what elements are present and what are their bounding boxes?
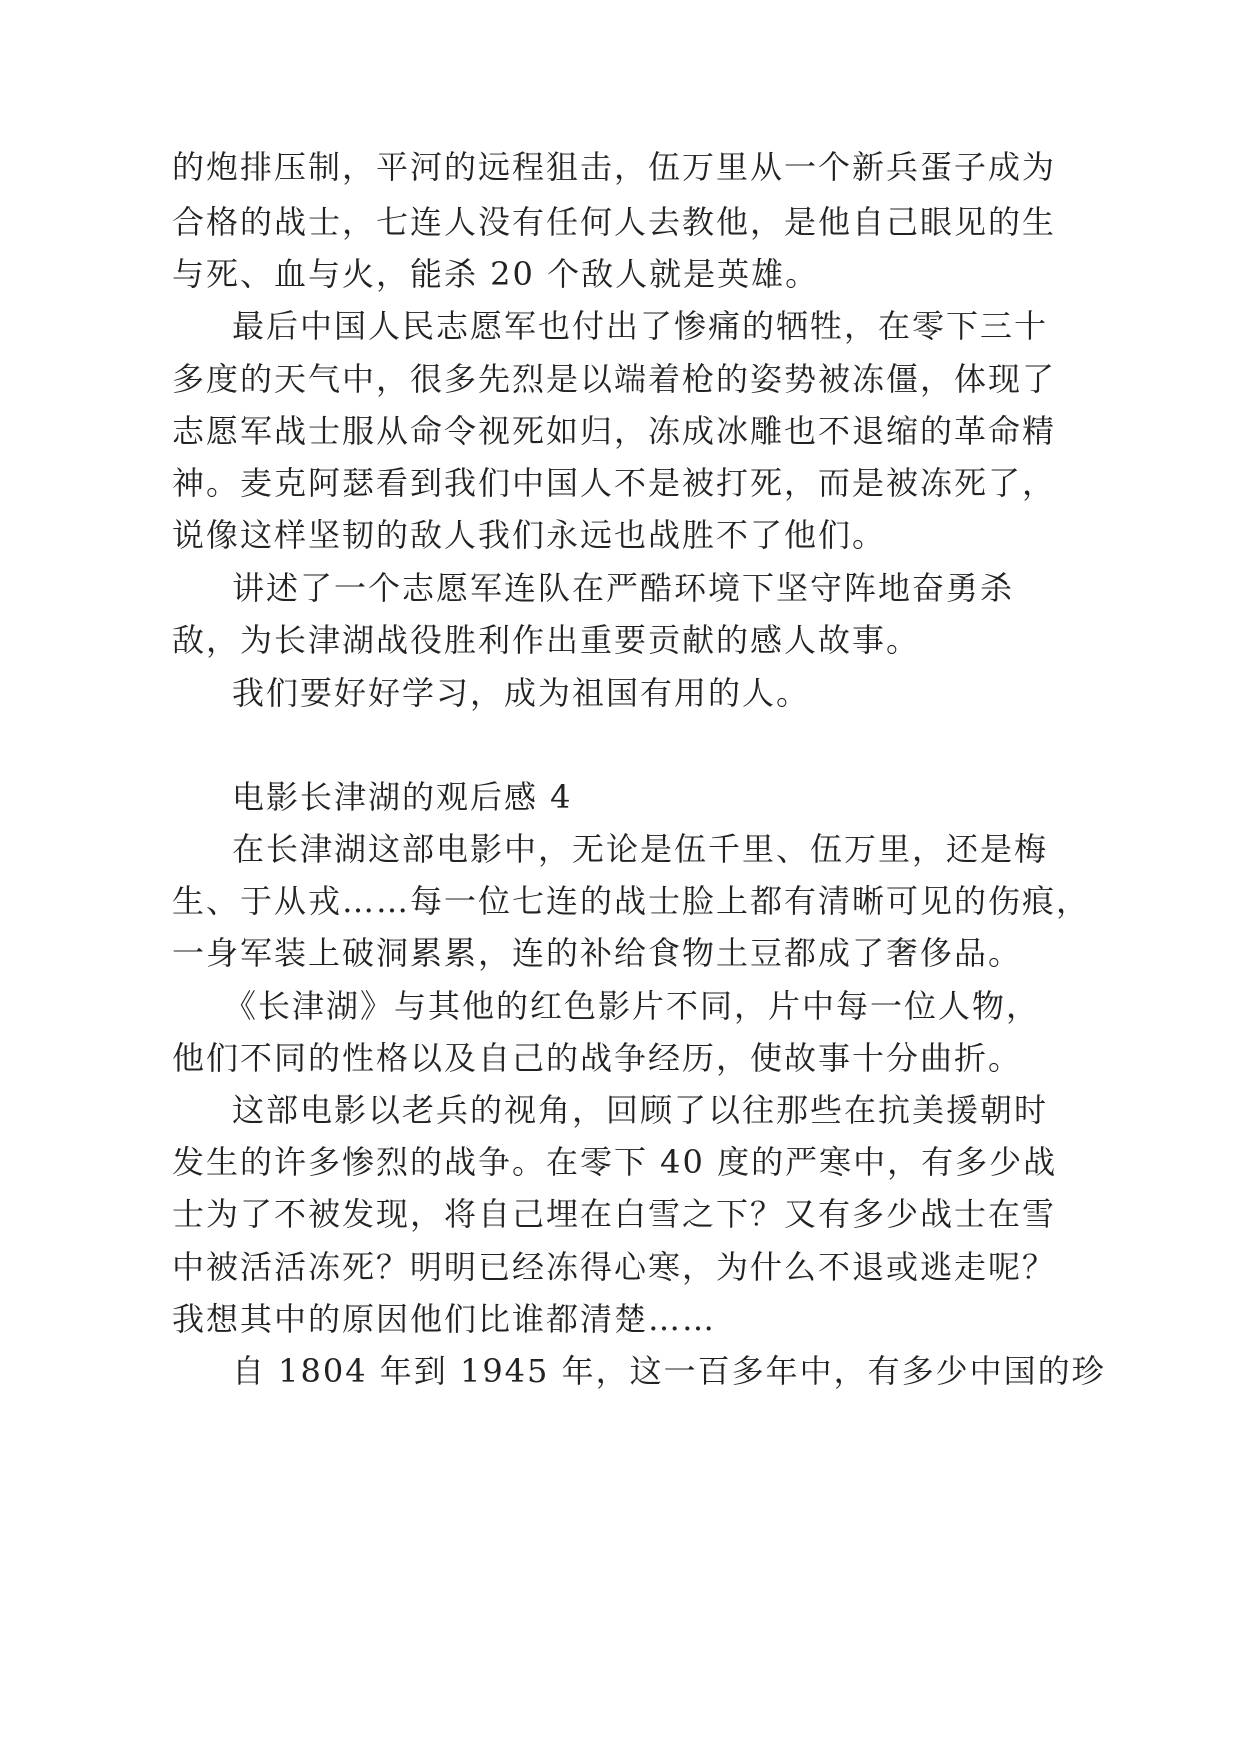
- text-line: 敌，为长津湖战役胜利作出重要贡献的感人故事。: [172, 621, 921, 659]
- text-line: 《长津湖》与其他的红色影片不同，片中每一位人物，: [224, 987, 1041, 1025]
- text-line: 的炮排压制，平河的远程狙击，伍万里从一个新兵蛋子成为: [172, 148, 1057, 186]
- text-line: 这部电影以老兵的视角，回顾了以往那些在抗美援朝时: [232, 1091, 1049, 1129]
- text-line: 我们要好好学习，成为祖国有用的人。: [232, 674, 811, 712]
- text-line: 讲述了一个志愿军连队在严酷环境下坚守阵地奋勇杀: [232, 569, 1015, 607]
- text-line: 发生的许多惨烈的战争。在零下 40 度的严寒中，有多少战: [172, 1143, 1058, 1181]
- text-line: 多度的天气中，很多先烈是以端着枪的姿势被冻僵，体现了: [172, 360, 1057, 398]
- text-line: 士为了不被发现，将自己埋在白雪之下？又有多少战士在雪: [172, 1195, 1057, 1233]
- text-line: 合格的战士，七连人没有任何人去教他，是他自己眼见的生: [172, 203, 1057, 241]
- text-line: 说像这样坚韧的敌人我们永远也战胜不了他们。: [172, 516, 887, 554]
- text-line: 神。麦克阿瑟看到我们中国人不是被打死，而是被冻死了，: [172, 464, 1057, 502]
- text-line: 中被活活冻死？明明已经冻得心寒，为什么不退或逃走呢？: [172, 1248, 1057, 1286]
- text-line: 志愿军战士服从命令视死如归，冻成冰雕也不退缩的革命精: [172, 412, 1057, 450]
- text-line: 一身军装上破洞累累，连的补给食物土豆都成了奢侈品。: [172, 934, 1023, 972]
- text-line: 最后中国人民志愿军也付出了惨痛的牺牲，在零下三十: [232, 307, 1049, 345]
- text-line: 在长津湖这部电影中，无论是伍千里、伍万里，还是梅: [232, 830, 1049, 868]
- section-heading: 电影长津湖的观后感 4: [232, 778, 573, 816]
- text-line: 我想其中的原因他们比谁都清楚……: [172, 1300, 717, 1338]
- text-line: 他们不同的性格以及自己的战争经历，使故事十分曲折。: [172, 1039, 1023, 1077]
- text-line: 生、于从戎……每一位七连的战士脸上都有清晰可见的伤痕，: [172, 882, 1091, 920]
- text-line: 与死、血与火，能杀 20 个敌人就是英雄。: [172, 255, 820, 293]
- text-line: 自 1804 年到 1945 年，这一百多年中，有多少中国的珍: [232, 1352, 1106, 1390]
